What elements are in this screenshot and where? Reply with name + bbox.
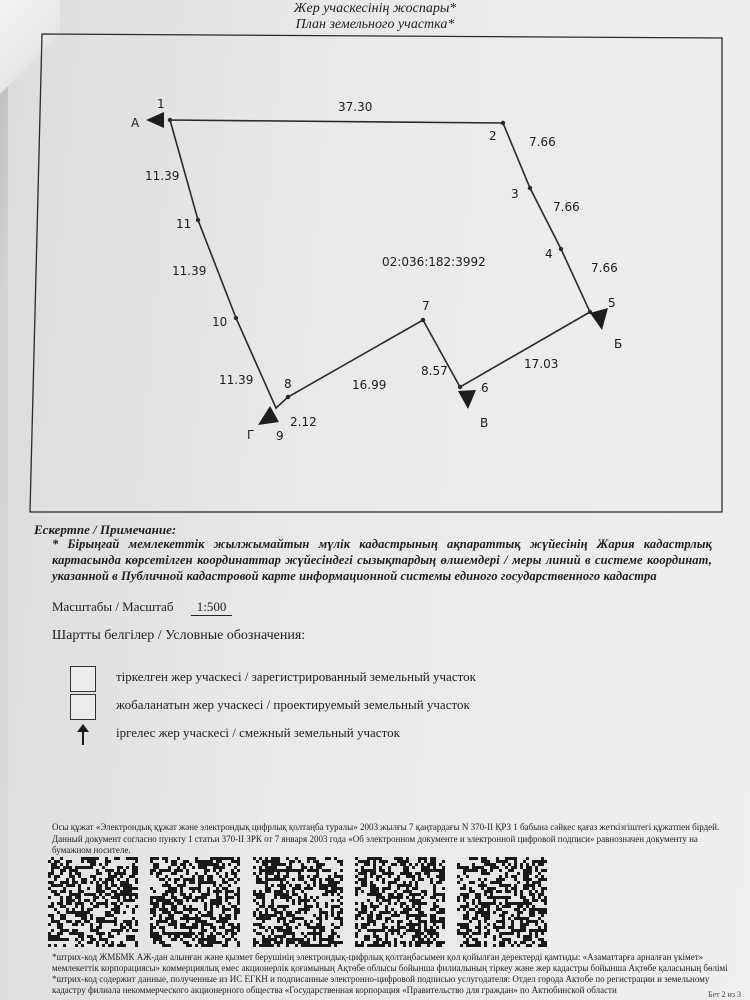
segment-length: 7.66: [591, 261, 618, 275]
point-label: 7: [422, 299, 430, 313]
plan-frame: [30, 34, 722, 512]
scale-row: [52, 599, 232, 616]
barcode-image: [457, 856, 547, 948]
point-label: 8: [284, 377, 292, 391]
scale-label: Масштабы / Масштаб: [52, 599, 174, 614]
vertex-dot: [286, 395, 290, 399]
point-label: 1: [157, 97, 165, 111]
barcode-image: [355, 856, 445, 948]
vertex-dot: [168, 118, 172, 122]
point-label: 9: [276, 429, 284, 443]
legend-item-adjacent: [70, 722, 710, 748]
vertex-dot: [559, 247, 563, 251]
note-heading: Ескертпе / Примечание:: [34, 522, 177, 537]
title-ru: План земельного участка*: [295, 17, 455, 32]
point-label: 10: [212, 315, 228, 329]
vertex-dot: [234, 316, 238, 320]
legend-heading: Шартты белгілер / Условные обозначения:: [52, 628, 306, 643]
vertex-dot: [196, 218, 200, 222]
barcode-image: [48, 856, 138, 948]
neighbor-label-g: Г: [247, 428, 255, 442]
neighbor-arrow-b: [590, 308, 608, 330]
segment-length: 8.57: [421, 364, 448, 378]
point-label: 5: [608, 296, 616, 310]
neighbor-label-a: А: [131, 116, 140, 130]
neighbor-label-b: Б: [614, 337, 623, 351]
vertex-dot: [458, 385, 462, 389]
point-label: 6: [481, 381, 489, 395]
vertex-dot: [501, 121, 505, 125]
point-label: 4: [545, 247, 553, 261]
segment-length: 11.39: [172, 264, 207, 278]
projected-parcel-symbol: [70, 694, 96, 720]
segment-length: 16.99: [352, 378, 387, 392]
legend-text: жобаланатын жер учаскесі / проектируемый земельный участок: [116, 697, 470, 712]
legend-item-registered: [70, 666, 710, 692]
barcode-note-ru: *штрих-код содержит данные, полученные из ИС ЕГКН и подписанные электронно-цифровой подписью услугодателя: Отдел города Актобе по регистрации и земельному кадастру филиала некоммерческого акционерного общества «Государственная корпорация «Правительство для граждан» по Актюбинской области: [52, 974, 710, 995]
legend-item-projected: [70, 694, 710, 720]
segment-length: 7.66: [529, 135, 556, 149]
segment-length: 17.03: [524, 357, 559, 371]
legend-text: тіркелген жер учаскесі / зарегистрированный земельный участок: [116, 669, 476, 684]
barcode-image: [253, 856, 343, 948]
page-number: Бет 2 из 3: [708, 990, 742, 999]
barcode-image: [150, 856, 240, 948]
neighbor-arrow-a: [146, 112, 164, 128]
neighbor-label-v: В: [480, 416, 489, 430]
vertex-dot: [421, 318, 425, 322]
legend-text: іргелес жер учаскесі / смежный земельный участок: [116, 725, 400, 740]
vertex-dot: [528, 186, 532, 190]
segment-length: 37.30: [338, 100, 373, 114]
barcode-note-kz: *штрих-код ЖМБМК АЖ-дан алынған және қызмет берушінің электрондық-цифрлық қолтаңбасымен қол қойылған деректерді қамтиды: «Азаматтарға арналған үкімет» мемлекеттік корпорациясы» коммерциялық емес акционерлік қоғамының Ақтөбе облысы бойынша филиалының тіркеу және жер кадастры бойынша Ақтөбе қаласының бөлімі: [52, 952, 728, 973]
scale-value: 1:500: [191, 599, 233, 616]
point-label: 3: [511, 187, 519, 201]
legal-note-ru: Данный документ согласно пункту 1 статьи 370-II ЗРК от 7 января 2003 года «Об электронном документе и электронной цифровой подписи» равнозначен документу на бумажном носителе.: [52, 834, 698, 855]
neighbor-arrow-v: [458, 390, 476, 409]
note-text: * Бірыңғай мемлекеттік жылжымайтын мүлік кадастрының ақпараттық жүйесінің Жария кадастрлық картасында көрсетілген координаттар жүйесіндегі сызықтардың өлшемдері / меры линий в системе координат, указанной в Публичной кадастровой карте информационной системы единого государственного кадастра: [52, 537, 712, 583]
segment-length: 11.39: [145, 169, 180, 183]
point-label: 2: [489, 129, 497, 143]
title-kz: Жер учаскесінің жоспары*: [293, 1, 457, 16]
legal-note-kz: Осы құжат «Электрондық құжат және электрондық цифрлық қолтаңба туралы» 2003 жылғы 7 қаңтардағы N 370-II ҚРЗ 1 бабына сәйкес қағаз жеткізгіштегі құжатпен бірдей.: [52, 822, 720, 832]
segment-length: 11.39: [219, 373, 254, 387]
registered-parcel-symbol: [70, 666, 96, 692]
arrow-up-icon: [76, 724, 90, 746]
point-label: 11: [176, 217, 192, 231]
cadastral-number: 02:036:182:3992: [382, 255, 486, 269]
segment-length: 7.66: [553, 200, 580, 214]
segment-length: 2.12: [290, 415, 317, 429]
